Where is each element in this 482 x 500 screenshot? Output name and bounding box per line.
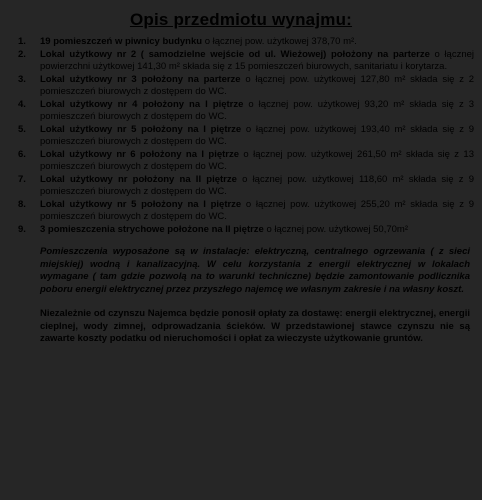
item-text	[40, 149, 474, 173]
list-item	[18, 49, 474, 73]
page-title: Opis przedmiotu wynajmu:	[129, 10, 353, 29]
item-title: Lokal użytkowy nr 4 położony na I piętrze	[40, 99, 244, 110]
item-number: 5.	[18, 124, 26, 135]
item-title: Lokal użytkowy nr położony na II piętrze	[40, 174, 237, 185]
item-detail: o łącznej pow. użytkowej 118,60 m² składa się z 9 pomieszczeń biurowych z dostępem do WC.	[40, 174, 474, 197]
item-title: 19 pomieszczeń w piwnicy budynku	[40, 36, 203, 47]
list-item	[18, 199, 474, 223]
item-detail: o łącznej powierzchni użytkowej 141,30 m² składa się z 15 pomieszczeń biurowych, sanitariatu i korytarza.	[40, 49, 474, 72]
item-title: Lokal użytkowy nr 2 ( samodzielne wejście od ul. Wieżowej) położony na parterze	[40, 49, 430, 60]
item-title: Lokal użytkowy nr 6 położony na I piętrze	[40, 149, 240, 160]
item-detail: o łącznej pow. użytkowej 378,70 m².	[202, 36, 357, 47]
item-detail: o łącznej pow. użytkowej 193,40 m² składa się z 9 pomieszczeń biurowych z dostępem do WC.	[40, 124, 474, 147]
item-number: 8.	[18, 199, 26, 210]
item-text	[40, 36, 474, 48]
list-item	[18, 74, 474, 98]
item-detail: o łącznej pow. użytkowej 261,50 m² składa się z 13 pomieszczeń biurowych z dostępem do WC.	[40, 149, 474, 172]
item-text	[40, 74, 474, 98]
installations-note: Pomieszczenia wyposażone są w instalacje: elektryczną, centralnego ogrzewania ( z sieci miejskiej) wodną i kanalizacyjną. W celu korzystania z energii elektrycznej w lokalach wymagane ( tam gdzie pozwolą na to warunki techniczne) będzie zamontowanie podlicznika poboru energii elektrycznej przez przyszłego najemcę we własnym zakresie i na własny koszt.	[40, 246, 470, 295]
item-title: Lokal użytkowy nr 5 położony na I piętrze	[40, 199, 242, 210]
item-number: 2.	[18, 49, 26, 60]
item-detail: o łącznej pow. użytkowej 127,80 m² składa się z 2 pomieszczeń biurowych z dostępem do WC.	[40, 74, 474, 97]
item-text	[40, 174, 474, 198]
item-number: 3.	[18, 74, 26, 85]
list-item	[18, 99, 474, 123]
item-detail: o łącznej pow. użytkowej 50,70m²	[263, 224, 408, 235]
list-item	[18, 224, 474, 236]
list-item	[18, 124, 474, 148]
item-number: 9.	[18, 224, 26, 235]
item-number: 6.	[18, 149, 26, 160]
list-item	[18, 36, 474, 48]
item-title: 3 pomieszczenia strychowe położone na II piętrze	[40, 224, 264, 235]
item-number: 4.	[18, 99, 26, 110]
item-detail: o łącznej pow. użytkowej 93,20 m² składa się z 3 pomieszczeń biurowych z dostępem do WC.	[40, 99, 474, 122]
item-number: 1.	[18, 36, 26, 47]
item-detail: o łącznej pow. użytkowej 255,20 m² składa się z 9 pomieszczeń biurowych z dostępem do WC.	[40, 199, 474, 222]
costs-paragraph: Niezależnie od czynszu Najemca będzie ponosił opłaty za dostawę: energii elektrycznej, energii cieplnej, wody zimnej, odprowadzania ścieków. W przedstawionej stawce czynszu nie są zawarte koszty podatku od nieruchomości i opłat za wieczyste użytkowanie gruntów.	[40, 308, 470, 344]
item-text	[40, 99, 474, 123]
item-title: Lokal użytkowy nr 3 położony na parterze	[40, 74, 241, 85]
item-title: Lokal użytkowy nr 5 położony na I piętrze	[40, 124, 242, 135]
list-item	[18, 149, 474, 173]
item-text	[40, 199, 474, 223]
item-text	[40, 49, 474, 73]
item-text	[40, 224, 474, 236]
item-text	[40, 124, 474, 148]
item-number: 7.	[18, 174, 26, 185]
rental-items-list	[8, 36, 474, 236]
list-item	[18, 174, 474, 198]
